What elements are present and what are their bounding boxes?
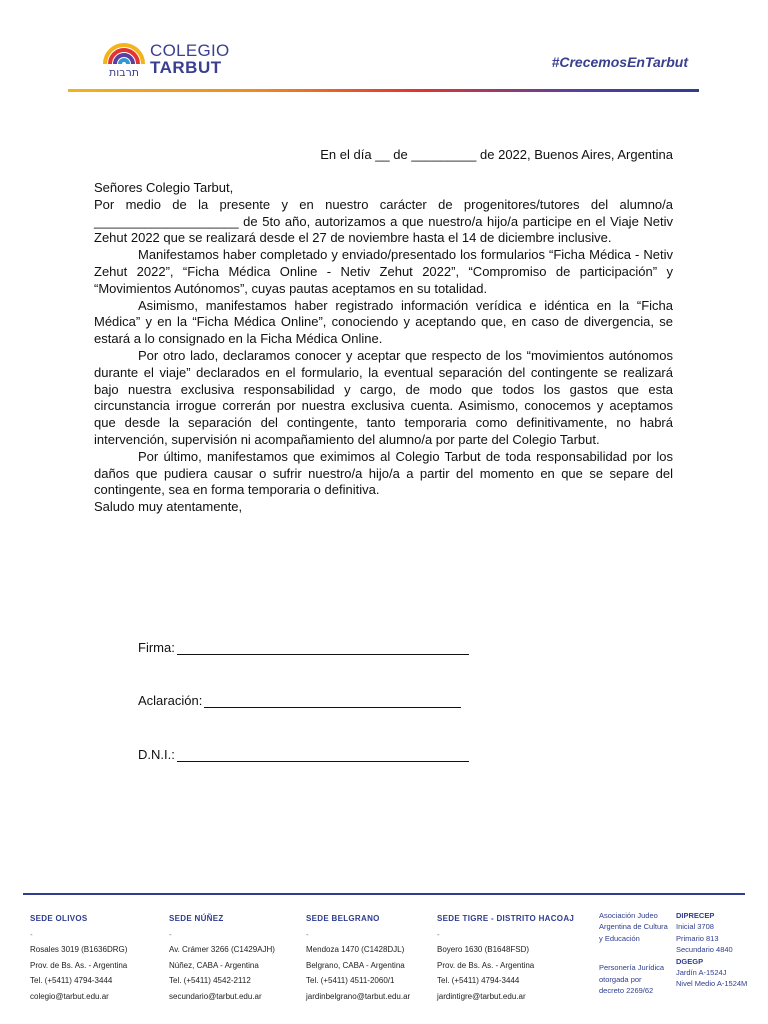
paragraph-medical-info: Asimismo, manifestamos haber registrado información verídica e idéntica en la “Ficha Médica” y en la “Ficha Médica Online”, conociendo y aceptando que, en caso de divergencia, se estará a lo consignado en la Ficha Médica Online. <box>94 297 673 347</box>
diprecep-title: DIPRECEP <box>676 911 715 920</box>
sede-email: secundario@tarbut.edu.ar <box>169 991 262 1001</box>
sede-address: Mendoza 1470 (C1428DJL) <box>306 945 405 955</box>
clarification-label: Aclaración: <box>138 693 203 708</box>
sede-email: jardintigre@tarbut.edu.ar <box>437 991 526 1001</box>
sede-phone: Tel. (+5411) 4794-3444 <box>437 976 520 986</box>
header-divider <box>68 89 699 92</box>
sede-name: SEDE TIGRE - DISTRITO HACOAJ <box>437 914 575 923</box>
sede-phone: Tel. (+5411) 4542-2112 <box>169 976 251 986</box>
logo-arc-icon <box>103 38 145 68</box>
date-line: En el día __ de _________ de 2022, Buenos Aires, Argentina <box>320 147 673 162</box>
footer-registros <box>676 910 747 990</box>
personeria-line: decreto 2269/62 <box>599 986 654 996</box>
dni-label: D.N.I.: <box>138 747 175 762</box>
personeria-line: Personería Jurídica <box>599 963 665 973</box>
sede-dash: - <box>306 929 309 939</box>
sede-address: Rosales 3019 (B1636DRG) <box>30 945 128 955</box>
hashtag: #CrecemosEnTarbut <box>551 54 688 70</box>
asociacion-line: y Educación <box>599 933 640 943</box>
salutation: Señores Colegio Tarbut, <box>94 180 234 195</box>
sede-name: SEDE BELGRANO <box>306 914 380 923</box>
paragraph-autonomous-movements: Por otro lado, declaramos conocer y aceptar que respecto de los “movimientos autónomos durante el viaje” declarados en el formulario, la eventual separación del contingente se realizará bajo nuestra exclusiva responsabilidad y cargo, de modo que todos los gastos que esta circunstancia irrogue correrán por nuestra exclusiva cuenta. Asimismo, conocemos y aceptamos que desde la separación del contingente, tanto temporaria como definitivamente, no habrá intervención, supervisión ni acompañamiento del alumno/a por parte del Colegio Tarbut. <box>94 347 673 447</box>
sede-name: SEDE NÚÑEZ <box>169 914 224 923</box>
sede-region: Prov. de Bs. As. - Argentina <box>437 960 535 970</box>
asociacion-line: Argentina de Cultura <box>599 922 668 932</box>
personeria-line: otorgada por <box>599 974 642 984</box>
paragraph-authorization: Por medio de la presente y en nuestro carácter de progenitores/tutores del alumno/a ____________________ de 5to año, autorizamos a que nuestro/a hijo/a participe en el Viaje Netiv Zehut 2022 que se realizará desde el 27 de noviembre hasta el 14 de diciembre inclusive. <box>94 196 673 246</box>
dgegp-title: DGEGP <box>676 956 704 966</box>
sede-region: Belgrano, CABA - Argentina <box>306 960 405 970</box>
footer-sede-tigre <box>437 911 574 1005</box>
dgegp-line: Nivel Medio A-1524M <box>676 979 748 989</box>
diprecep-line: Inicial 3708 <box>676 922 714 932</box>
sede-phone: Tel. (+5411) 4511-2060/1 <box>306 976 395 986</box>
sede-region: Prov. de Bs. As. - Argentina <box>30 960 128 970</box>
paragraph-forms: Manifestamos haber completado y enviado/presentado los formularios “Ficha Médica - Netiv Zehut 2022”, “Ficha Médica Online - Netiv Zehut 2022”, “Compromiso de participación” y “Movimientos Autónomos”, cuyas pautas aceptamos en su totalidad. <box>94 247 673 296</box>
diprecep-line: Primario 813 <box>676 933 719 943</box>
paragraph-liability: Por último, manifestamos que eximimos al Colegio Tarbut de toda responsabilidad por los daños que pudiera causar o sufrir nuestro/a hijo/a a partir del momento en que se separe del contingente, sea en forma temporaria o definitiva. <box>94 448 673 498</box>
footer-sede-nunez <box>169 911 275 1005</box>
footer-asociacion <box>599 910 668 996</box>
sede-address: Boyero 1630 (B1648FSD) <box>437 945 530 955</box>
footer-sede-olivos <box>30 911 127 1005</box>
clarification-line[interactable] <box>204 695 461 708</box>
asociacion-line: Asociación Judeo <box>599 911 658 920</box>
clarification-field[interactable] <box>138 693 461 708</box>
sede-name: SEDE OLIVOS <box>30 914 88 923</box>
signature-field[interactable] <box>138 640 469 655</box>
signature-label: Firma: <box>138 640 175 655</box>
sede-dash: - <box>30 929 33 939</box>
dni-line[interactable] <box>177 749 469 762</box>
footer-sede-belgrano <box>306 911 410 1005</box>
sede-region: Núñez, CABA - Argentina <box>169 960 259 970</box>
logo-line-colegio: COLEGIO <box>150 41 230 60</box>
colegio-tarbut-logo <box>103 38 243 80</box>
footer-divider <box>23 893 745 895</box>
sede-dash: - <box>169 929 172 939</box>
sede-address: Av. Crámer 3266 (C1429AJH) <box>169 945 275 955</box>
sede-phone: Tel. (+5411) 4794-3444 <box>30 976 113 986</box>
dni-field[interactable] <box>138 747 469 762</box>
sede-email: colegio@tarbut.edu.ar <box>30 991 109 1001</box>
dgegp-line: Jardín A-1524J <box>676 968 727 978</box>
letter-body <box>94 180 673 516</box>
diprecep-line: Secundario 4840 <box>676 945 733 955</box>
signature-line[interactable] <box>177 642 469 655</box>
sede-dash: - <box>437 929 440 939</box>
logo-line-tarbut: TARBUT <box>150 58 222 77</box>
logo-hebrew-text: תרבות <box>108 66 140 79</box>
closing: Saludo muy atentamente, <box>94 499 243 515</box>
sede-email: jardinbelgrano@tarbut.edu.ar <box>306 991 411 1001</box>
